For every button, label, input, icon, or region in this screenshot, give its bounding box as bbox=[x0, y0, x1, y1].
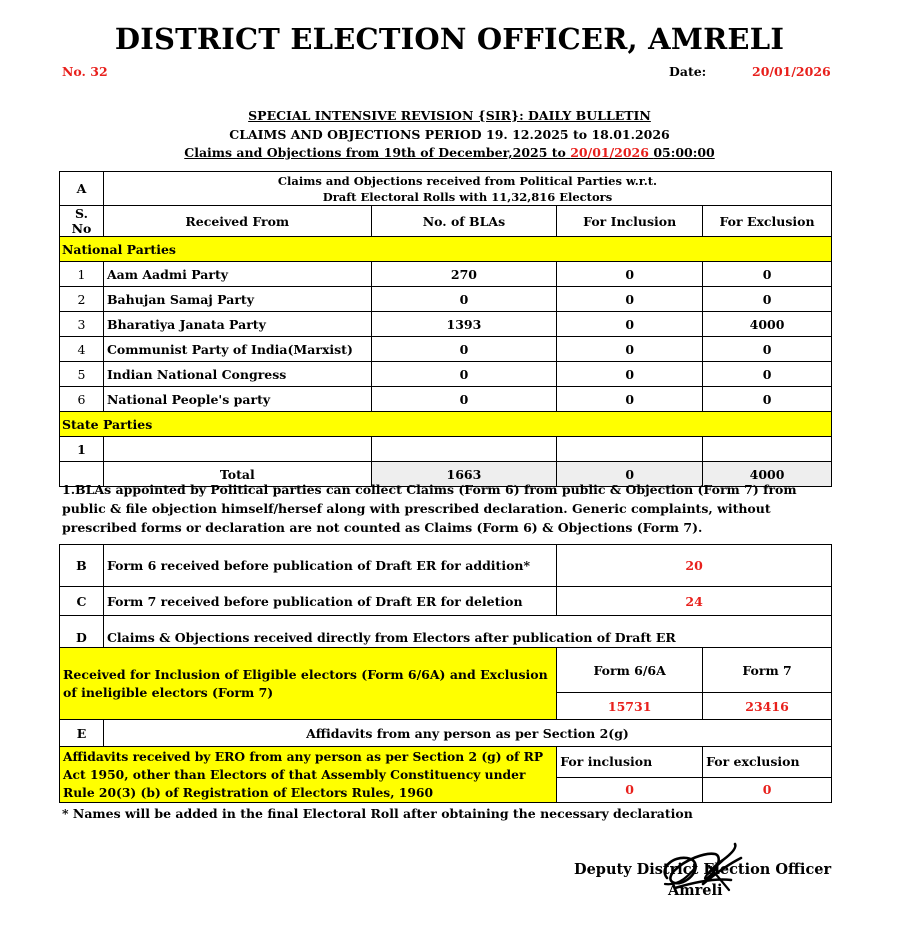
col-blas: No. of BLAs bbox=[371, 206, 557, 237]
row-inclusion bbox=[557, 437, 703, 462]
row-inclusion: 0 bbox=[557, 337, 703, 362]
row-party: Communist Party of India(Marxist) bbox=[103, 337, 371, 362]
section-d-text: Claims & Objections received directly from Electors after publication of Draft ER bbox=[103, 616, 831, 648]
row-exclusion bbox=[703, 437, 832, 462]
section-b-text: Form 6 received before publication of Draft ER for addition* bbox=[103, 545, 556, 587]
section-b-value: 20 bbox=[557, 545, 832, 587]
table-row bbox=[60, 312, 832, 337]
handwritten-signature bbox=[645, 838, 755, 900]
claims-objections-table bbox=[59, 544, 832, 803]
row-inclusion: 0 bbox=[557, 287, 703, 312]
caption-line-1: Claims and Objections received from Political Parties w.r.t. bbox=[277, 173, 658, 188]
bulletin-period: CLAIMS AND OBJECTIONS PERIOD 19. 12.2025 to 18.01.2026 bbox=[229, 127, 670, 142]
section-d-col1: Form 6/6A bbox=[557, 648, 703, 693]
row-sno: 5 bbox=[60, 362, 104, 387]
range-date: 20/01/2026 bbox=[570, 145, 649, 160]
date-value: 20/01/2026 bbox=[752, 64, 831, 79]
section-d-label: D bbox=[60, 616, 104, 648]
row-party: Bharatiya Janata Party bbox=[103, 312, 371, 337]
date-label: Date: bbox=[669, 64, 707, 79]
political-parties-table bbox=[59, 171, 832, 487]
section-e-col2: For exclusion bbox=[703, 747, 832, 778]
section-e-val2: 0 bbox=[703, 777, 832, 802]
table-row bbox=[60, 362, 832, 387]
section-d-val2: 23416 bbox=[703, 693, 832, 720]
state-parties-heading: State Parties bbox=[60, 412, 832, 437]
section-d-val1: 15731 bbox=[557, 693, 703, 720]
national-parties-heading: National Parties bbox=[60, 237, 832, 262]
section-e-label: E bbox=[60, 720, 104, 747]
total-blas: 1663 bbox=[371, 462, 557, 487]
bulletin-number: No. 32 bbox=[62, 64, 108, 79]
row-inclusion: 0 bbox=[557, 387, 703, 412]
table-row bbox=[60, 337, 832, 362]
section-c-label: C bbox=[60, 587, 104, 616]
range-prefix: Claims and Objections from 19th of December,2025 to bbox=[184, 145, 566, 160]
row-party: Aam Aadmi Party bbox=[103, 262, 371, 287]
bulletin-title: SPECIAL INTENSIVE REVISION {SIR}: DAILY BULLETIN bbox=[248, 108, 651, 123]
table-a-caption bbox=[103, 172, 831, 206]
range-time: 05:00:00 bbox=[653, 145, 715, 160]
row-exclusion: 0 bbox=[703, 362, 832, 387]
row-blas: 0 bbox=[371, 337, 557, 362]
signatory-place: Amreli bbox=[668, 882, 723, 899]
row-inclusion: 0 bbox=[557, 262, 703, 287]
section-e-text: Affidavits from any person as per Section 2(g) bbox=[103, 720, 831, 747]
row-party: National People's party bbox=[103, 387, 371, 412]
row-blas: 1393 bbox=[371, 312, 557, 337]
footnote: * Names will be added in the final Electoral Roll after obtaining the necessary declaration bbox=[62, 806, 693, 821]
bulletin-range bbox=[0, 145, 899, 160]
total-inclusion: 0 bbox=[557, 462, 703, 487]
section-b-label: B bbox=[60, 545, 104, 587]
section-c-text: Form 7 received before publication of Draft ER for deletion bbox=[103, 587, 556, 616]
row-blas: 270 bbox=[371, 262, 557, 287]
section-d-col2: Form 7 bbox=[703, 648, 832, 693]
section-e-col1: For inclusion bbox=[557, 747, 703, 778]
section-c-value: 24 bbox=[557, 587, 832, 616]
table-row bbox=[60, 387, 832, 412]
row-exclusion: 0 bbox=[703, 287, 832, 312]
row-exclusion: 0 bbox=[703, 262, 832, 287]
table-row bbox=[60, 262, 832, 287]
col-sno: S. No bbox=[60, 206, 104, 237]
section-e-desc: Affidavits received by ERO from any person as per Section 2 (g) of RP Act 1950, other than Electors of that Assembly Constituency under Rule 20(3) (b) of Registration of Electors Rules, 1960 bbox=[60, 747, 557, 803]
row-sno: 3 bbox=[60, 312, 104, 337]
row-sno: 1 bbox=[60, 437, 104, 462]
row-party: Indian National Congress bbox=[103, 362, 371, 387]
table-row bbox=[60, 437, 832, 462]
row-exclusion: 0 bbox=[703, 337, 832, 362]
row-blas: 0 bbox=[371, 387, 557, 412]
page-title: DISTRICT ELECTION OFFICER, AMRELI bbox=[114, 22, 785, 56]
row-blas: 0 bbox=[371, 287, 557, 312]
row-inclusion: 0 bbox=[557, 312, 703, 337]
row-exclusion: 0 bbox=[703, 387, 832, 412]
row-blas: 0 bbox=[371, 362, 557, 387]
row-sno: 4 bbox=[60, 337, 104, 362]
col-inclusion: For Inclusion bbox=[557, 206, 703, 237]
row-sno: 2 bbox=[60, 287, 104, 312]
caption-line-2: Draft Electoral Rolls with 11,32,816 Electors bbox=[322, 189, 613, 204]
col-received-from: Received From bbox=[103, 206, 371, 237]
row-sno: 6 bbox=[60, 387, 104, 412]
row-party: Bahujan Samaj Party bbox=[103, 287, 371, 312]
table-row bbox=[60, 287, 832, 312]
signatory-title: Deputy District Election Officer bbox=[574, 861, 832, 878]
section-e-val1: 0 bbox=[557, 777, 703, 802]
row-blas bbox=[371, 437, 557, 462]
row-exclusion: 4000 bbox=[703, 312, 832, 337]
row-party bbox=[103, 437, 371, 462]
col-exclusion: For Exclusion bbox=[703, 206, 832, 237]
section-a-label: A bbox=[60, 172, 104, 206]
total-label: Total bbox=[103, 462, 371, 487]
row-sno: 1 bbox=[60, 262, 104, 287]
row-inclusion: 0 bbox=[557, 362, 703, 387]
section-d-desc: Received for Inclusion of Eligible electors (Form 6/6A) and Exclusion of ineligible electors (Form 7) bbox=[60, 648, 557, 720]
bla-note: 1.BLAs appointed by Political parties can collect Claims (Form 6) from public & Objection (Form 7) from public & file objection himself/hersef along with prescribed declaration. Generic complaints, without prescribed forms or declaration are not counted as Claims (Form 6) & Objections (Form 7). bbox=[62, 482, 797, 535]
total-exclusion: 4000 bbox=[703, 462, 832, 487]
